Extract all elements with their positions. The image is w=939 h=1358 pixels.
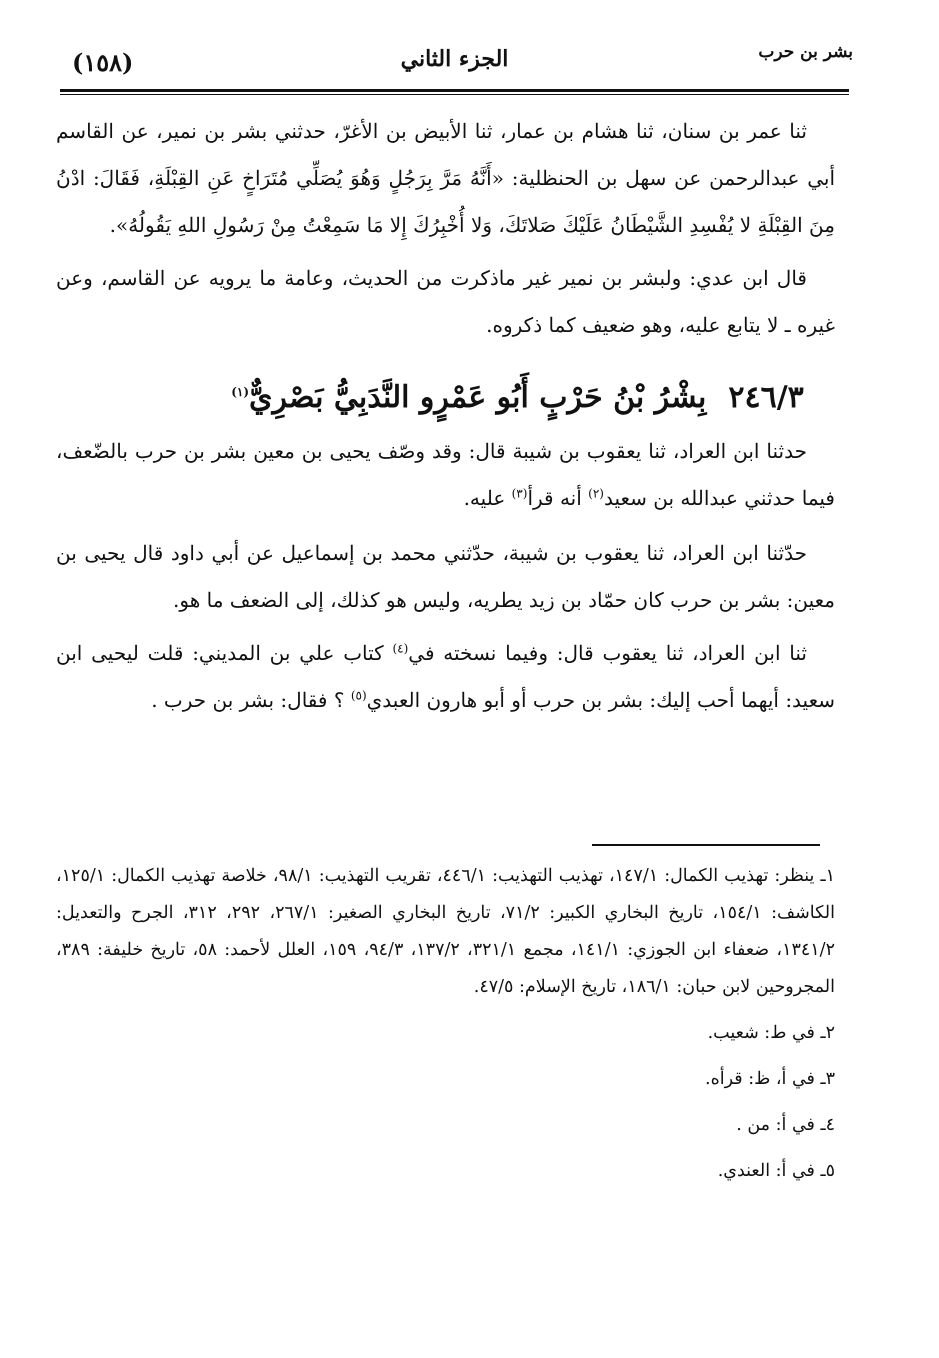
paragraph-text: عليه. [463,486,512,510]
page-number: (١٥٨) [72,48,134,77]
footnote-marker: (٥) [350,688,367,703]
footnote-divider [592,844,820,846]
paragraph-abu-dawud: حدّثنا ابن العراد، ثنا يعقوب بن شيبة، حدّثني محمد بن إسماعيل عن أبي داود قال يحيى بن معين: بشر بن حرب كان حمّاد بن زيد يطريه، وليس هو كذلك، إلى الضعف ما هو. [56,541,835,612]
footnote-4: ٤ـ في أ: من . [736,1115,835,1135]
footnote-2: ٢ـ في ط: شعيب. [707,1023,835,1043]
entry-number: ٢٤٦/٣ [728,380,804,415]
paragraph-yaqub [56,428,835,522]
paragraph-ibn-adi: قال ابن عدي: ولبشر بن نمير غير ماذكرت من الحديث، وعامة ما يرويه عن القاسم، وعن غيره ـ لا يتابع عليه، وهو ضعيف كما ذكروه. [56,266,835,337]
footnote-marker: (١) [231,385,250,399]
main-text-top [56,108,835,349]
paragraph-ibn-madini [56,630,835,724]
footnotes [56,858,835,1194]
entry-name: بِشْرُ بْنُ حَرْبٍ أَبُو عَمْرٍو النَّدَبِيُّ بَصْرِيٌّ [249,380,707,415]
footnote-marker: (٢) [588,486,604,501]
footnote-marker: (٤) [392,641,409,656]
entry-heading [200,380,835,415]
paragraph-text: كتاب علي بن المديني: قلت ليحيى ابن سعيد: أيهما أحب إليك: بشر بن حرب أو أبو هارون العبدي [56,641,835,712]
paragraph-hadith: ثنا عمر بن سنان، ثنا هشام بن عمار، ثنا الأبيض بن الأغرّ، حدثني بشر بن نمير، عن القاسم أبي عبدالرحمن عن سهل بن الحنظلية: «أَنَّهُ مَرَّ بِرَجُلٍ وَهُوَ يُصَلِّي مُتَرَاخٍ عَنِ القِبْلَةِ، فَقَالَ: ادْنُ مِنَ القِبْلَةِ لا يُفْسِدِ الشَّيْطَانُ عَلَيْكَ صَلاتَكَ، وَلا أُخْبِرُكَ إِلا مَا سَمِعْتُ مِنْ رَسُولِ اللهِ يَقُولُهُ». [56,119,835,237]
volume-title: الجزء الثاني [400,46,509,72]
footnote-5: ٥ـ في أ: العندي. [717,1161,835,1181]
paragraph-text: ثنا ابن العراد، ثنا يعقوب قال: وفيما نسخته في [408,641,807,665]
page-header [60,42,853,86]
footnote-1: ١ـ ينظر: تهذيب الكمال: ١٤٧/١، تهذيب التهذيب: ٤٤٦/١، تقريب التهذيب: ٩٨/١، خلاصة تهذيب الكمال: ١٢٥/١، الكاشف: ١٥٤/١، تاريخ البخاري الكبير: ٧١/٢، تاريخ البخاري الصغير: ٢٦٧/١، ٢٩٢، ٣١٢، الجرح والتعديل: ١٣٤١/٢، ضعفاء ابن الجوزي: ١٤١/١، مجمع ٣٢١/١، ١٣٧/٢، ٩٤/٣، ١٥٩، العلل لأحمد: ٥٨، تاريخ خليفة: ٣٨٩، المجروحين لابن حبان: ١٨٦/١، تاريخ الإسلام: ٤٧/٥. [56,866,835,997]
paragraph-text: أنه قرأ [527,486,589,510]
main-text-entry [56,428,835,724]
header-divider [60,89,849,92]
running-title: بشر بن حرب [758,42,853,62]
footnote-3: ٣ـ في أ، ظ: قرأه. [705,1069,835,1089]
paragraph-text: ؟ فقال: بشر بن حرب . [151,688,351,712]
footnote-marker: (٣) [511,486,528,501]
paragraph-text: حدثنا ابن العراد، ثنا يعقوب بن شيبة قال: وقد وصّف يحيى بن معين بشر بن حرب بالضّعف، فيما حدثني عبدالله بن سعيد [56,439,835,510]
